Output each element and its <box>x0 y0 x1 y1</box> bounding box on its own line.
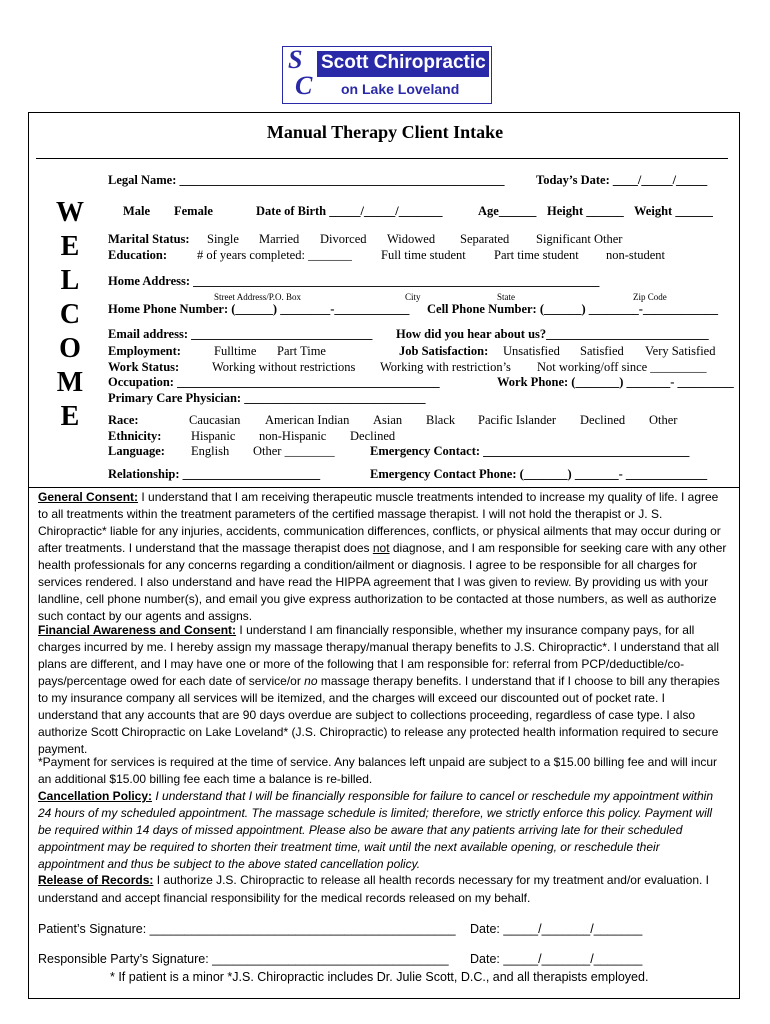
welcome-letter: L <box>60 265 80 296</box>
dob-field[interactable]: Date of Birth _____/_____/_______ <box>256 204 443 218</box>
release-of-records-heading: Release of Records: <box>38 873 154 887</box>
general-consent-not: not <box>372 541 390 555</box>
title-divider <box>36 158 728 159</box>
form-title: Manual Therapy Client Intake <box>266 122 504 142</box>
welcome-letter: W <box>56 197 84 228</box>
not-working-field[interactable]: Not working/off since _________ <box>537 360 707 374</box>
financial-consent-heading: Financial Awareness and Consent: <box>38 623 237 637</box>
general-consent-text-2: diagnose, and I am responsible for seeking care with any other health professionals for any concerns regarding a condition/ailment or diagnosis. I agree to be responsible for all charges for services rendered. I also understand and have read the HIPPA agreement that I was given to review. By providing us with your landline, cell phone number(s), and email you give express authorization to be contacted at those numbers, as well as authorize such contact by our agents and assigns. <box>38 541 727 623</box>
pacific-islander-option[interactable]: Pacific Islander <box>478 413 557 427</box>
patient-signature-field[interactable]: Patient’s Signature: ____________________________________________ <box>38 922 456 936</box>
part-time-option[interactable]: Part Time <box>277 344 326 358</box>
email-field[interactable]: Email address: _____________________________ <box>108 327 373 341</box>
employment-label: Employment: <box>108 344 181 358</box>
education-label: Education: <box>108 248 168 262</box>
financial-consent-paragraph <box>38 622 728 758</box>
signature-footnote: * If patient is a minor *J.S. Chiropractic includes Dr. Julie Scott, D.C., and all therapists employed. <box>110 970 649 984</box>
occupation-field[interactable]: Occupation: __________________________________________ <box>108 375 440 389</box>
race-label: Race: <box>108 413 139 427</box>
form-divider <box>28 487 740 488</box>
american-indian-option[interactable]: American Indian <box>265 413 350 427</box>
without-restrictions-option[interactable]: Working without restrictions <box>212 360 356 374</box>
ethnicity-declined-option[interactable]: Declined <box>350 429 396 443</box>
patient-date-field[interactable]: Date: _____/_______/_______ <box>470 922 643 936</box>
caucasian-option[interactable]: Caucasian <box>189 413 241 427</box>
emergency-phone-field[interactable]: Emergency Contact Phone: (_______) _______- _____________ <box>370 467 708 481</box>
sc-monogram <box>285 47 315 103</box>
job-satisfaction-label: Job Satisfaction: <box>399 344 489 358</box>
welcome-letter: C <box>59 299 81 330</box>
primary-physician-field[interactable]: Primary Care Physician: _____________________________ <box>108 391 426 405</box>
satisfied-option[interactable]: Satisfied <box>580 344 624 358</box>
logo-name: Scott Chiropractic <box>321 52 486 73</box>
welcome-vertical <box>50 196 90 434</box>
monogram-s: S <box>288 45 303 74</box>
race-other-option[interactable]: Other <box>649 413 678 427</box>
part-time-student-option[interactable]: Part time student <box>494 248 579 262</box>
single-option[interactable]: Single <box>207 232 239 246</box>
full-time-student-option[interactable]: Full time student <box>381 248 466 262</box>
todays-date-field[interactable]: Today’s Date: ____/_____/_____ <box>536 173 708 187</box>
referral-source-field[interactable]: How did you hear about us?__________________________ <box>396 327 709 341</box>
home-address-field[interactable]: Home Address: _________________________________________________________________ <box>108 274 600 288</box>
home-phone-field[interactable]: Home Phone Number: (______) ________-____________ <box>108 302 410 316</box>
hispanic-option[interactable]: Hispanic <box>191 429 236 443</box>
very-satisfied-option[interactable]: Very Satisfied <box>645 344 716 358</box>
widowed-option[interactable]: Widowed <box>387 232 436 246</box>
work-phone-field[interactable]: Work Phone: (_______) _______- _________ <box>497 375 734 389</box>
relationship-field[interactable]: Relationship: ______________________ <box>108 467 321 481</box>
state-caption: State <box>497 292 515 302</box>
street-caption: Street Address/P.O. Box <box>214 292 302 302</box>
clinic-logo <box>282 46 492 104</box>
height-field[interactable]: Height ______ <box>547 204 624 218</box>
emergency-contact-field[interactable]: Emergency Contact: _________________________________ <box>370 444 690 458</box>
cancellation-policy-text: I understand that I will be financially responsible for failure to cancel or reschedule my appointment within 24 hours of my scheduled appointment. The massage schedule is limited; therefore, we strictly enforce this policy. Payment will be required within 14 days of missed appointment. Please also be aware that any patients arriving late for their scheduled appointment may be required to shorten their treatment time, wait until the next available opening, or reschedule their appointment and thus be subject to the above stated cancellation policy. <box>38 789 713 871</box>
responsible-party-date-field[interactable]: Date: _____/_______/_______ <box>470 952 643 966</box>
general-consent-heading: General Consent: <box>38 490 139 504</box>
release-of-records-text: I authorize J.S. Chiropractic to release all health records necessary for my treatment and/or evaluation. I understand and accept financial responsibility for the medical records released on my behalf. <box>38 873 709 905</box>
logo-subtitle: on Lake Loveland <box>341 81 460 97</box>
fulltime-option[interactable]: Fulltime <box>214 344 257 358</box>
ethnicity-label: Ethnicity: <box>108 429 162 443</box>
age-field[interactable]: Age______ <box>478 204 537 218</box>
general-consent-text: I understand that I am receiving therapeutic muscle treatments intended to increase my quality of life. I agree to all treatments within the treatment parameters of the certified massage therapist. I will not hold the therapist or J. S. Chiropractic* liable for any injuries, accidents, communication differences, conflicts, or physical ailments that may occur during or after treatments. I understand that the massage therapist does <box>38 490 721 555</box>
language-other-field[interactable]: Other ________ <box>253 444 335 458</box>
english-option[interactable]: English <box>191 444 230 458</box>
welcome-letter: O <box>59 333 81 364</box>
asian-option[interactable]: Asian <box>373 413 403 427</box>
release-of-records-paragraph <box>38 871 728 907</box>
monogram-c: C <box>295 71 313 100</box>
female-option[interactable]: Female <box>174 204 213 218</box>
race-declined-option[interactable]: Declined <box>580 413 626 427</box>
payment-note: *Payment for services is required at the time of service. Any balances left unpaid are subject to a $15.00 billing fee and will incur an additional $15.00 billing fee each time a balance is re-billed. <box>38 755 718 786</box>
non-student-option[interactable]: non-student <box>606 248 666 262</box>
cancellation-policy-heading: Cancellation Policy: <box>38 789 153 803</box>
significant-other-option[interactable]: Significant Other <box>536 232 623 246</box>
general-consent-paragraph <box>38 489 728 625</box>
married-option[interactable]: Married <box>259 232 300 246</box>
years-completed-field[interactable]: # of years completed: _______ <box>197 248 352 262</box>
marital-status-label: Marital Status: <box>108 232 190 246</box>
non-hispanic-option[interactable]: non-Hispanic <box>259 429 327 443</box>
city-caption: City <box>405 292 421 302</box>
black-option[interactable]: Black <box>426 413 456 427</box>
cell-phone-field[interactable]: Cell Phone Number: (______) ________-____________ <box>427 302 718 316</box>
language-label: Language: <box>108 444 165 458</box>
welcome-letter: M <box>56 367 84 398</box>
divorced-option[interactable]: Divorced <box>320 232 367 246</box>
financial-consent-no: no <box>304 674 318 688</box>
responsible-party-signature-field[interactable]: Responsible Party’s Signature: __________________________________ <box>38 952 449 966</box>
work-status-label: Work Status: <box>108 360 180 374</box>
financial-consent-text-2: massage therapy benefits. I understand that if I choose to bill any therapies to my insurance company all services will be itemized, and the charges will exceed our discounted out of pocket rate. I understand that any accounts that are 90 days overdue are subject to collections proceeding, regardless of case type. I also authorize Scott Chiropractic on Lake Loveland* (J.S. Chiropractic) to release any protected health information required to secure payment. <box>38 674 720 756</box>
legal-name-field[interactable]: Legal Name: ____________________________________________________ <box>108 173 505 187</box>
financial-consent-text: I understand I am financially responsible, whether my insurance company pays, for all charges incurred by me. I hereby assign my massage therapy/manual therapy benefits to J.S. Chiropractic*. I understand that all plans are different, and I may have one or more of the following that I am responsible for: referral from PCP/deductible/co-pays/percentage owed for each date of service/or <box>38 623 720 688</box>
with-restrictions-option[interactable]: Working with restriction’s <box>380 360 511 374</box>
welcome-letter: E <box>60 401 80 432</box>
cancellation-policy-paragraph <box>38 788 728 873</box>
zip-caption: Zip Code <box>633 292 667 302</box>
male-option[interactable]: Male <box>123 204 151 218</box>
welcome-letter: E <box>60 231 80 262</box>
weight-field[interactable]: Weight ______ <box>634 204 713 218</box>
unsatisfied-option[interactable]: Unsatisfied <box>503 344 560 358</box>
separated-option[interactable]: Separated <box>460 232 510 246</box>
